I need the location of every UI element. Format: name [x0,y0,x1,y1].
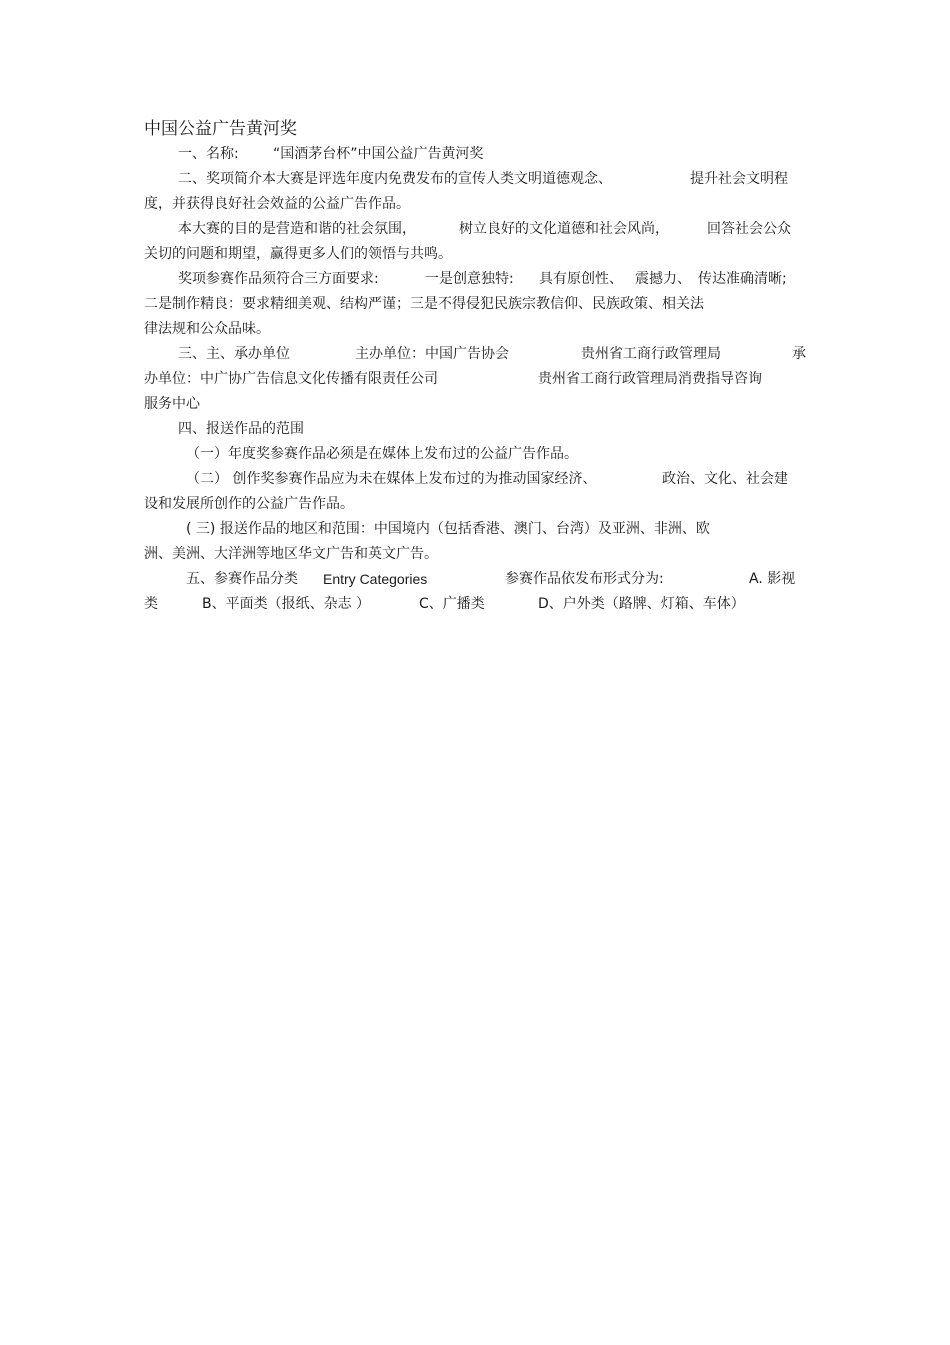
intro-line-1a: 二、奖项简介本大赛是评选年度内免费发布的宣传人类文明道德观念、 [178,171,612,187]
categories-line-1c: 参赛作品依发布形式分为: [505,571,664,587]
scope-item-3-line-1: ( 三) 报送作品的地区和范围：中国境内（包括香港、澳门、台湾）及亚洲、非洲、欧 [186,521,710,537]
organizers-line-1b: 主办单位：中国广告协会 [355,346,509,362]
purpose-line-1b: 树立良好的文化道德和社会风尚， [459,221,669,237]
categories-line-1b: Entry Categories [323,571,428,587]
categories-line-2c: C、广播类 [419,596,485,612]
organizers-line-1a: 三、主、承办单位 [178,346,290,362]
intro-line-1b: 提升社会文明程 [690,171,788,187]
requirements-line-1e: 传达准确清晰; [698,271,787,287]
organizers-line-2b: 贵州省工商行政管理局消费指导咨询 [538,371,762,387]
scope-item-2-line-2: 设和发展所创作的公益广告作品。 [144,496,354,512]
organizers-line-1c: 贵州省工商行政管理局 [581,346,721,362]
document-title: 中国公益广告黄河奖 [144,119,297,139]
requirements-line-1d: 震撼力、 [635,271,691,287]
requirements-line-3: 律法规和公众品味。 [144,321,270,337]
scope-item-3-line-2: 洲、美洲、大洋洲等地区华文广告和英文广告。 [144,546,438,562]
categories-line-1a: 五、参赛作品分类 [186,571,298,587]
purpose-line-1c: 回答社会公众 [707,221,791,237]
categories-line-2a: 类 [144,596,158,612]
scope-item-2-line-1a: （二） 创作奖参赛作品应为未在媒体上发布过的为推动国家经济、 [186,471,597,487]
organizers-line-3: 服务中心 [144,396,200,412]
categories-line-2b: B、平面类（报纸、杂志 ） [202,596,371,612]
organizers-line-2a: 办单位：中广协广告信息文化传播有限责任公司 [144,371,438,387]
requirements-line-2: 二是制作精良：要求精细美观、结构严谨；三是不得侵犯民族宗教信仰、民族政策、相关法 [144,296,704,312]
categories-line-1d: A. 影视 [749,571,796,587]
scope-heading: 四、报送作品的范围 [178,421,304,437]
purpose-line-1a: 本大赛的目的是营造和谐的社会氛围， [178,221,416,237]
requirements-line-1a: 奖项参赛作品须符合三方面要求: [178,271,379,287]
purpose-line-2: 关切的问题和期望，赢得更多人们的领悟与共鸣。 [144,246,452,262]
scope-item-1: （一）年度奖参赛作品必须是在媒体上发布过的公益广告作品。 [186,446,578,462]
requirements-line-1b: 一是创意独特: [425,271,514,287]
name-label: 一、名称: [178,146,239,162]
name-value: “国酒茅台杯”中国公益广告黄河奖 [273,146,484,162]
organizers-line-1d: 承 [792,346,806,362]
scope-item-2-line-1b: 政治、文化、社会建 [662,471,788,487]
intro-line-2: 度，并获得良好社会效益的公益广告作品。 [144,196,410,212]
requirements-line-1c: 具有原创性、 [539,271,623,287]
categories-line-2d: D、户外类（路牌、灯箱、车体） [538,596,745,612]
